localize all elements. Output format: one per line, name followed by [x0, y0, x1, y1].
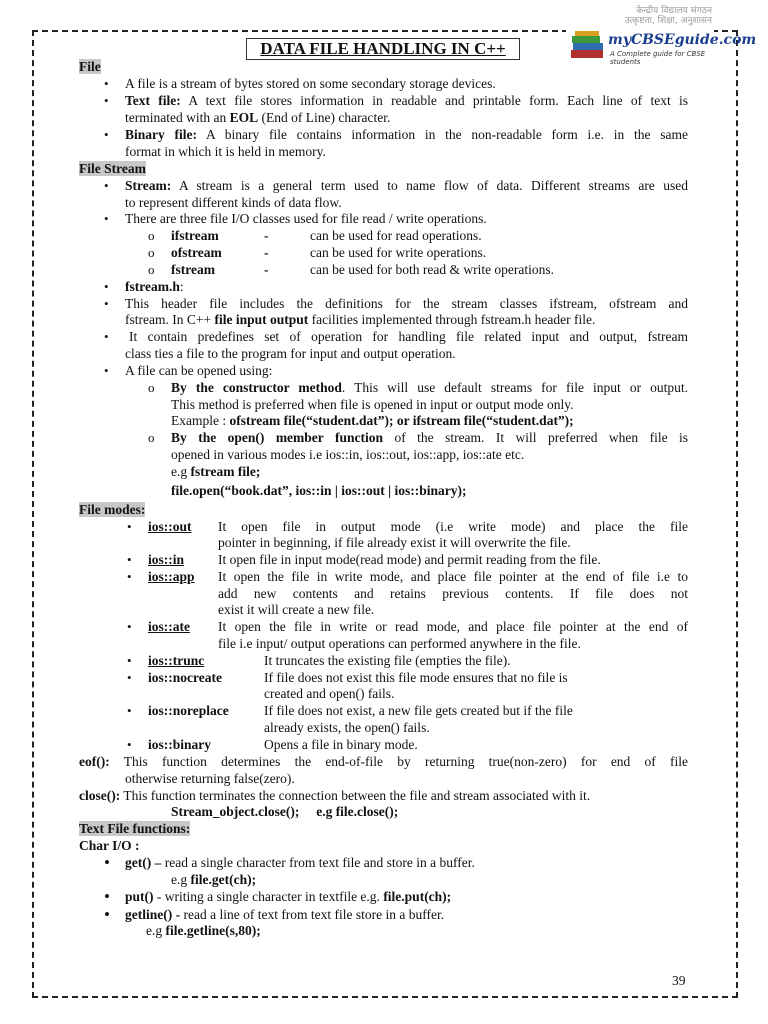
mode-desc: It open file in input mode(read mode) and permit reading from the file. [218, 552, 601, 567]
bullet-icon: • [104, 853, 110, 872]
mode-desc: It truncates the existing file (empties the file). [264, 653, 511, 668]
list-item-cont: format in which it is held in memory. [125, 144, 326, 159]
mode-desc-cont: already exists, the open() fails. [264, 720, 430, 735]
class-desc: can be used for write operations. [310, 245, 487, 260]
mode-name: ios::app [148, 569, 195, 584]
mode-desc: It open file in output mode (i.e write mode) and place the file [218, 519, 688, 534]
method-code: file.open(“book.dat”, ios::in | ios::out | ios::binary); [171, 483, 467, 498]
bullet-icon: • [104, 905, 110, 924]
subheading-char-io: Char I/O : [79, 838, 140, 853]
list-item: A file can be opened using: [125, 363, 273, 378]
list-item: Stream: A stream is a general term used to name flow of data. Different streams are used [125, 178, 688, 193]
function-item: getline() - read a line of text from text file store in a buffer. [125, 907, 445, 922]
bullet-icon: • [104, 296, 109, 311]
bullet-icon: • [104, 93, 109, 108]
bullet-icon: • [127, 703, 132, 718]
section-heading-file: File [79, 59, 101, 74]
list-item-cont: class ties a file to the program for input and output operation. [125, 346, 456, 361]
function-example: e.g file.getline(s,80); [146, 923, 261, 938]
list-item: Binary file: A binary file contains information in the non-readable form i.e. in the same [125, 127, 688, 142]
bullet-icon: • [127, 653, 132, 668]
mode-desc: If file does not exist this file mode ensures that no file is [264, 670, 568, 685]
mode-name: ios::binary [148, 737, 212, 752]
bullet-icon: • [104, 127, 109, 142]
list-item: This header file includes the definitions for the stream classes ifstream, ofstream and [125, 296, 688, 311]
method-item-cont: opened in various modes i.e ios::in, ios::out, ios::app, ios::ate etc. [171, 447, 525, 462]
bullet-icon: • [127, 519, 132, 534]
eof-description-cont: otherwise returning false(zero). [125, 771, 295, 786]
org-name-hindi: केन्द्रीय विद्यालय संगठन उत्कृष्टता, शिक्षा, अनुशासन [624, 6, 712, 26]
circle-bullet-icon: o [148, 430, 155, 445]
bullet-icon: • [104, 329, 109, 344]
bullet-icon: • [127, 569, 132, 584]
page-title: DATA FILE HANDLING IN C++ [246, 38, 520, 60]
site-tagline: A Complete guide for CBSE students [610, 50, 706, 66]
bullet-icon: • [127, 619, 132, 634]
class-dash: - [264, 245, 269, 260]
section-heading-file-stream: File Stream [79, 161, 146, 176]
bullet-icon: • [104, 363, 109, 378]
close-description: close(): This function terminates the connection between the file and stream associated with it. [79, 788, 591, 803]
mode-desc-cont: pointer in beginning, if file already exist it will overwrite the file. [218, 535, 571, 550]
method-example: Example : ofstream file(“student.dat”); or ifstream file(“student.dat”); [171, 413, 574, 428]
circle-bullet-icon: o [148, 380, 155, 395]
mode-name: ios::ate [148, 619, 190, 634]
class-desc: can be used for both read & write operations. [310, 262, 555, 277]
page-number: 39 [672, 973, 686, 988]
section-heading-text-file-functions: Text File functions: [79, 821, 191, 836]
circle-bullet-icon: o [148, 262, 155, 277]
bullet-icon: • [127, 670, 132, 685]
function-example: e.g file.get(ch); [171, 872, 257, 887]
mode-desc: It open the file in write mode, and place file pointer at the end of file i.e to [218, 569, 688, 584]
list-item-cont: terminated with an EOL (End of Line) character. [125, 110, 391, 125]
mode-name: ios::out [148, 519, 192, 534]
mode-name: ios::noreplace [148, 703, 229, 718]
mode-desc-cont: exist it will create a new file. [218, 602, 375, 617]
site-logo [566, 6, 757, 66]
mode-name: ios::trunc [148, 653, 205, 668]
bullet-icon: • [104, 178, 109, 193]
class-dash: - [264, 228, 269, 243]
method-item: By the constructor method. This will use default streams for file input or output. [171, 380, 688, 395]
list-item: There are three file I/O classes used for file read / write operations. [125, 211, 487, 226]
method-example: e.g fstream file; [171, 464, 261, 479]
mode-name: ios::in [148, 552, 185, 567]
class-name: ifstream [171, 228, 219, 243]
method-item-cont: This method is preferred when file is opened in input or output mode only. [171, 397, 574, 412]
mode-desc-cont: created and open() fails. [264, 686, 395, 701]
close-example: Stream_object.close(); e.g file.close(); [171, 804, 399, 819]
mode-name: ios::nocreate [148, 670, 222, 685]
list-item: fstream.h: [125, 279, 184, 294]
circle-bullet-icon: o [148, 245, 155, 260]
bullet-icon: • [104, 76, 109, 91]
list-item-cont: to represent different kinds of data flow. [125, 195, 342, 210]
bullet-icon: • [127, 737, 132, 752]
list-item: Text file: A text file stores information in readable and printable form. Each line of text is [125, 93, 688, 108]
mode-desc: It open the file in write or read mode, and place file pointer at the end of [218, 619, 688, 634]
list-item-cont: fstream. In C++ file input output facilities implemented through fstream.h header file. [125, 312, 596, 327]
mode-desc-cont: file i.e input/ output operations can performed anywhere in the file. [218, 636, 581, 651]
section-heading-file-modes: File modes: [79, 502, 146, 517]
class-dash: - [264, 262, 269, 277]
bullet-icon: • [104, 279, 109, 294]
circle-bullet-icon: o [148, 228, 155, 243]
site-name: myCBSEguide.com [608, 32, 757, 48]
mode-desc-cont: add new contents and retains previous contents. If file does not [218, 586, 688, 601]
eof-description: eof(): This function determines the end-of-file by returning true(non-zero) for end of file [79, 754, 688, 769]
class-name: fstream [171, 262, 215, 277]
function-item: get() – read a single character from text file and store in a buffer. [125, 855, 475, 870]
bullet-icon: • [104, 211, 109, 226]
books-icon [570, 30, 606, 60]
list-item: A file is a stream of bytes stored on some secondary storage devices. [125, 76, 496, 91]
class-name: ofstream [171, 245, 222, 260]
mode-desc: If file does not exist, a new file gets created but if the file [264, 703, 573, 718]
bullet-icon: • [104, 887, 110, 906]
list-item: It contain predefines set of operation for handling file related input and output, fstream [129, 329, 688, 344]
bullet-icon: • [127, 552, 132, 567]
class-desc: can be used for read operations. [310, 228, 482, 243]
mode-desc: Opens a file in binary mode. [264, 737, 418, 752]
method-item: By the open() member function of the stream. It will preferred when file is [171, 430, 689, 445]
function-item: put() - writing a single character in textfile e.g. file.put(ch); [125, 889, 452, 904]
